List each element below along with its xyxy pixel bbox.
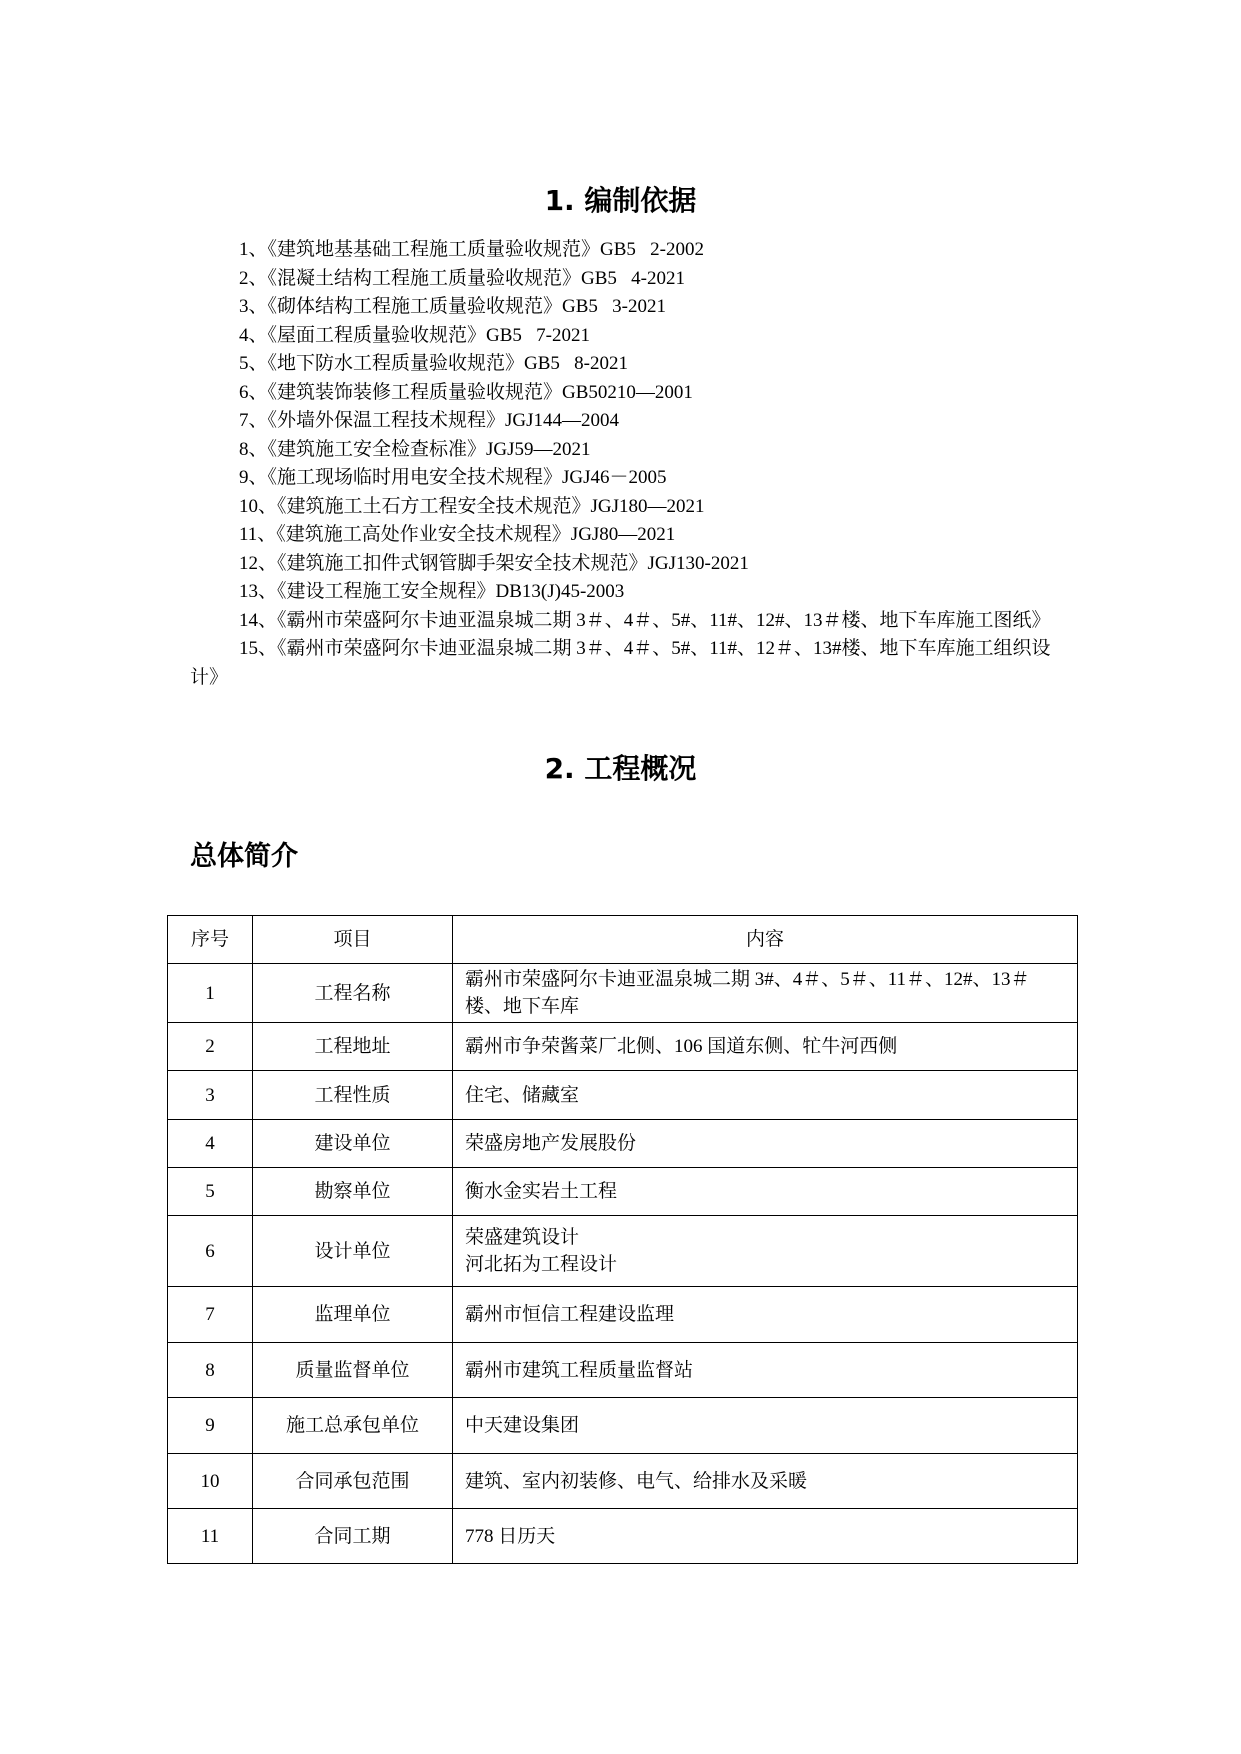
reference-item: 12、《建筑施工扣件式钢管脚手架安全技术规范》JGJ130-2021 (239, 552, 749, 574)
row-content: 住宅、储藏室 (453, 1071, 1078, 1120)
row-item: 合同工期 (253, 1509, 453, 1564)
reference-item: 3、《砌体结构工程施工质量验收规范》GB5 3-2021 (239, 296, 666, 317)
row-item: 质量监督单位 (253, 1343, 453, 1398)
table-row (168, 1509, 1078, 1564)
row-content: 衡水金实岩土工程 (453, 1168, 1078, 1216)
reference-item: 10、《建筑施工土石方工程安全技术规范》JGJ180—2021 (239, 495, 705, 517)
row-content: 建筑、室内初装修、电气、给排水及采暖 (453, 1454, 1078, 1509)
table-row (168, 1120, 1078, 1168)
table-row (168, 1023, 1078, 1071)
reference-item: 4、《屋面工程质量验收规范》GB5 7-2021 (239, 324, 590, 346)
section-1-title: 1. 编制依据 (544, 184, 697, 217)
header-item: 项目 (253, 916, 453, 964)
row-index: 7 (168, 1287, 253, 1343)
table-row (168, 1454, 1078, 1509)
reference-item: 7、《外墙外保温工程技术规程》JGJ144—2004 (239, 410, 620, 431)
table-row (168, 964, 1078, 1023)
row-item: 建设单位 (253, 1120, 453, 1168)
section-2-title: 2. 工程概况 (544, 752, 697, 785)
table-row (168, 1071, 1078, 1120)
row-item: 监理单位 (253, 1287, 453, 1343)
table-row (168, 1287, 1078, 1343)
row-index: 2 (168, 1023, 253, 1071)
row-item: 设计单位 (253, 1216, 453, 1287)
reference-item: 9、《施工现场临时用电安全技术规程》JGJ46－2005 (239, 467, 667, 488)
row-index: 11 (168, 1509, 253, 1564)
row-index: 6 (168, 1216, 253, 1287)
header-index: 序号 (168, 916, 253, 964)
project-overview-table (167, 915, 1078, 1564)
row-item: 施工总承包单位 (253, 1398, 453, 1454)
row-content: 霸州市荣盛阿尔卡迪亚温泉城二期 3#、4＃、5＃、11＃、12#、13＃楼、地下车库 (453, 964, 1078, 1023)
row-content: 霸州市建筑工程质量监督站 (453, 1343, 1078, 1398)
reference-item: 8、《建筑施工安全检查标准》JGJ59—2021 (239, 438, 591, 460)
reference-item: 1、《建筑地基基础工程施工质量验收规范》GB5 2-2002 (239, 239, 704, 260)
reference-list (190, 236, 1070, 692)
table-row (168, 1168, 1078, 1216)
row-content: 荣盛建筑设计 河北拓为工程设计 (453, 1216, 1078, 1287)
table-header-row (168, 916, 1078, 964)
row-content: 荣盛房地产发展股份 (453, 1120, 1078, 1168)
row-item: 工程名称 (253, 964, 453, 1023)
row-index: 1 (168, 964, 253, 1023)
reference-item: 5、《地下防水工程质量验收规范》GB5 8-2021 (239, 353, 628, 374)
reference-item: 6、《建筑装饰装修工程质量验收规范》GB50210—2001 (239, 381, 693, 403)
row-index: 4 (168, 1120, 253, 1168)
row-content: 霸州市争荣酱菜厂北侧、106 国道东侧、牤牛河西侧 (453, 1023, 1078, 1071)
row-index: 10 (168, 1454, 253, 1509)
row-index: 3 (168, 1071, 253, 1120)
table-row (168, 1398, 1078, 1454)
header-content: 内容 (453, 916, 1078, 964)
row-item: 勘察单位 (253, 1168, 453, 1216)
reference-item: 14、《霸州市荣盛阿尔卡迪亚温泉城二期 3＃、4＃、5#、11#、12#、13＃楼、地下车库施工图纸》 (239, 609, 1051, 631)
reference-item: 11、《建筑施工高处作业安全技术规程》JGJ80—2021 (239, 524, 676, 545)
row-index: 5 (168, 1168, 253, 1216)
row-content: 778 日历天 (453, 1509, 1078, 1564)
row-item: 工程地址 (253, 1023, 453, 1071)
table-row (168, 1216, 1078, 1287)
table-row (168, 1343, 1078, 1398)
row-content: 霸州市恒信工程建设监理 (453, 1287, 1078, 1343)
reference-item: 15、《霸州市荣盛阿尔卡迪亚温泉城二期 3＃、4＃、5#、11#、12＃、13#楼、地下车库施工组织设计》 (190, 638, 1051, 688)
row-item: 合同承包范围 (253, 1454, 453, 1509)
row-content: 中天建设集团 (453, 1398, 1078, 1454)
row-index: 9 (168, 1398, 253, 1454)
row-item: 工程性质 (253, 1071, 453, 1120)
subsection-title: 总体简介 (190, 841, 298, 872)
reference-item: 2、《混凝土结构工程施工质量验收规范》GB5 4-2021 (239, 267, 685, 289)
reference-item: 13、《建设工程施工安全规程》DB13(J)45-2003 (239, 581, 625, 602)
row-index: 8 (168, 1343, 253, 1398)
